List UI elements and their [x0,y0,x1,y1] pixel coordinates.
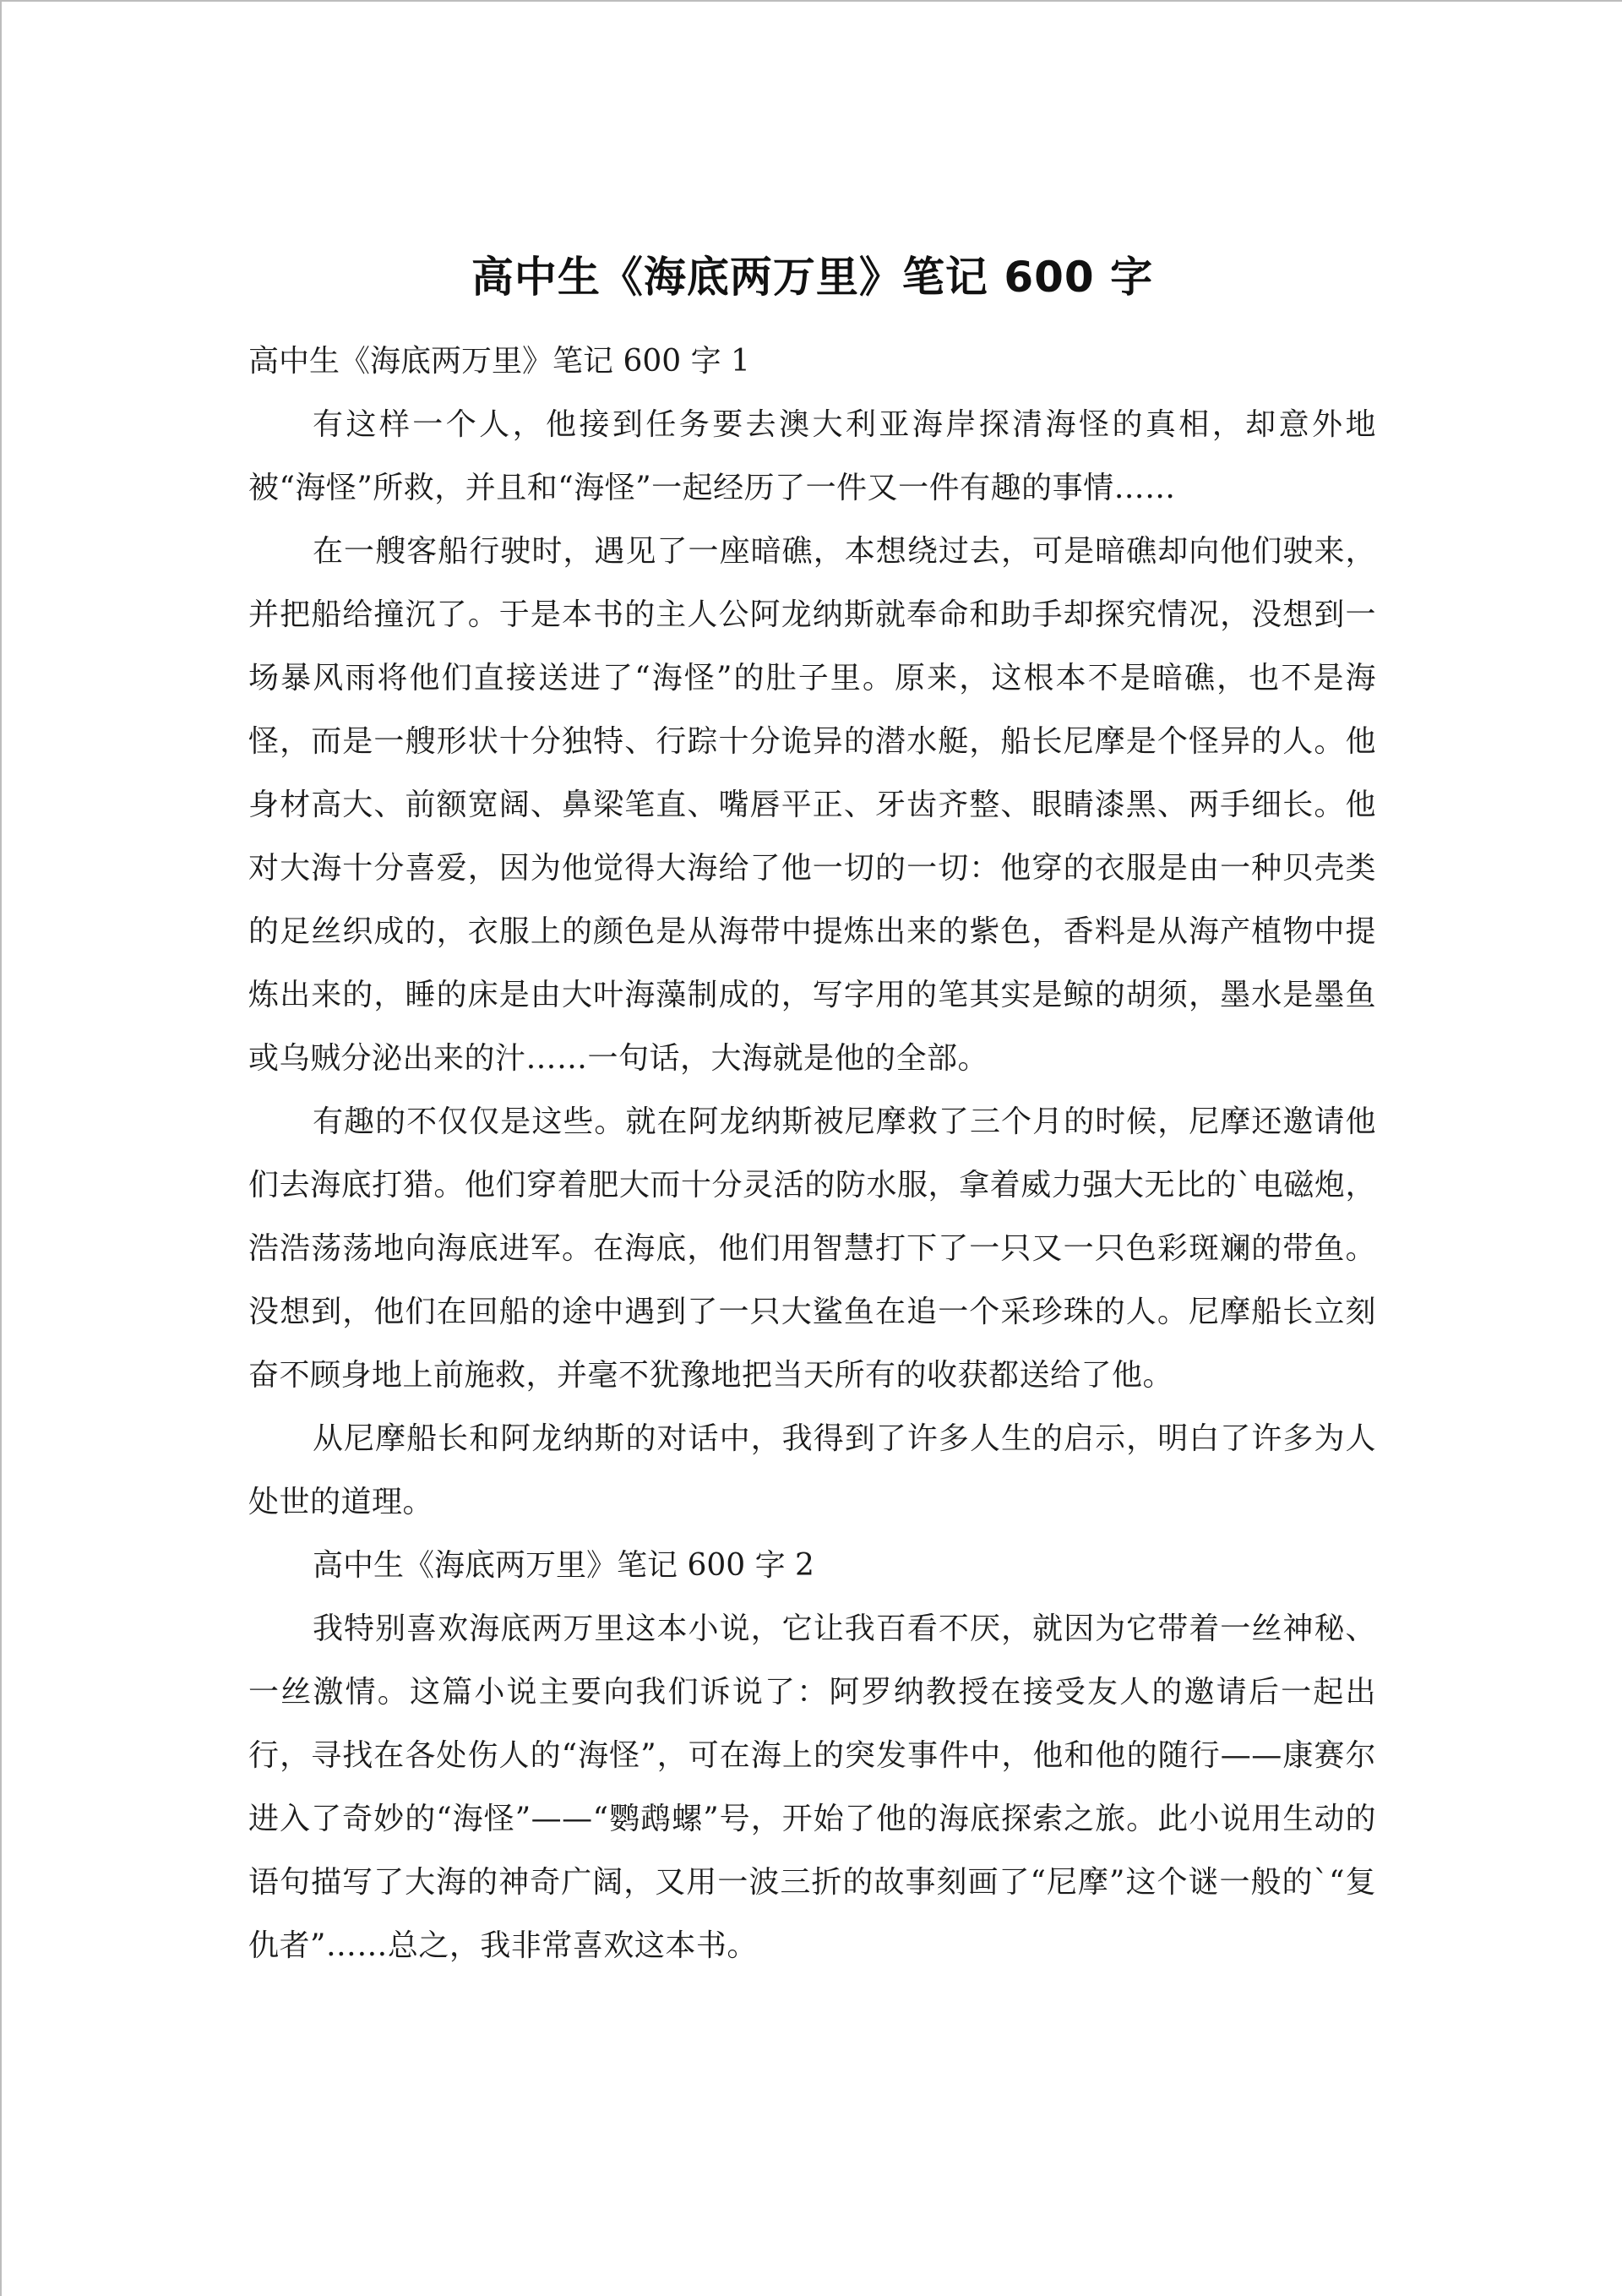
paragraph: 在一艘客船行驶时，遇见了一座暗礁，本想绕过去，可是暗礁却向他们驶来，并把船给撞沉了。于是本书的主人公阿龙纳斯就奉命和助手却探究情况，没想到一场暴风雨将他们直接送进了“海怪”的肚子里。原来，这根本不是暗礁，也不是海怪，而是一艘形状十分独特、行踪十分诡异的潜水艇，船长尼摩是个怪异的人。他身材高大、前额宽阔、鼻梁笔直、嘴唇平正、牙齿齐整、眼睛漆黑、两手细长。他对大海十分喜爱，因为他觉得大海给了他一切的一切：他穿的衣服是由一种贝壳类的足丝织成的，衣服上的颜色是从海带中提炼出来的紫色，香料是从海产植物中提炼出来的，睡的床是由大叶海藻制成的，写字用的笔其实是鲸的胡须，墨水是墨鱼或乌贼分泌出来的汁……一句话，大海就是他的全部。 [248,534,1376,1076]
document-body [248,247,1376,1977]
paragraph: 从尼摩船长和阿龙纳斯的对话中，我得到了许多人生的启示，明白了许多为人处世的道理。 [248,1421,1376,1519]
paragraph: 有趣的不仅仅是这些。就在阿龙纳斯被尼摩救了三个月的时候，尼摩还邀请他们去海底打猎。他们穿着肥大而十分灵活的防水服，拿着威力强大无比的`电磁炮，浩浩荡荡地向海底进军。在海底，他们用智慧打下了一只又一只色彩斑斓的带鱼。没想到，他们在回船的途中遇到了一只大鲨鱼在追一个采珍珠的人。尼摩船长立刻奋不顾身地上前施救，并毫不犹豫地把当天所有的收获都送给了他。 [248,1104,1376,1393]
section-heading: 高中生《海底两万里》笔记 600 字 1 [248,344,750,379]
paragraph: 有这样一个人，他接到任务要去澳大利亚海岸探清海怪的真相，却意外地被“海怪”所救，并且和“海怪”一起经历了一件又一件有趣的事情…… [248,407,1376,505]
document-title: 高中生《海底两万里》笔记 600 字 [471,253,1154,302]
section-1 [248,330,1376,1534]
section-2 [248,1534,1376,1977]
section-heading: 高中生《海底两万里》笔记 600 字 2 [313,1548,814,1583]
paragraph: 我特别喜欢海底两万里这本小说，它让我百看不厌，就因为它带着一丝神秘、一丝激情。这篇小说主要向我们诉说了：阿罗纳教授在接受友人的邀请后一起出行，寻找在各处伤人的“海怪”，可在海上的突发事件中，他和他的随行——康赛尔进入了奇妙的“海怪”——“鹦鹉螺”号，开始了他的海底探索之旅。此小说用生动的语句描写了大海的神奇广阔，又用一波三折的故事刻画了“尼摩”这个谜一般的`“复仇者”……总之，我非常喜欢这本书。 [248,1612,1376,1963]
